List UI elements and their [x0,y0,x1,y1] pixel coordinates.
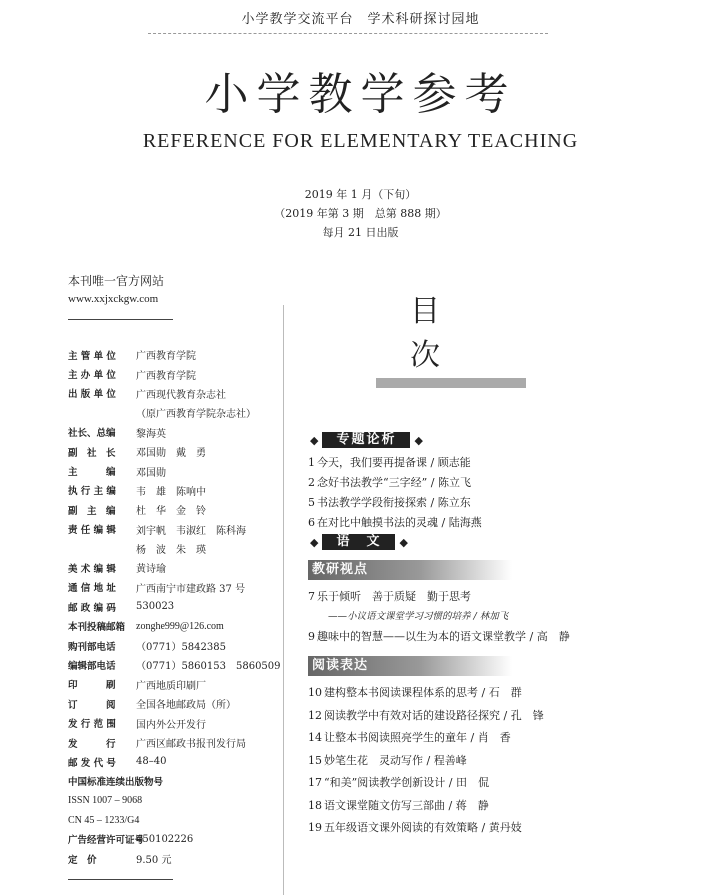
diamond-icon: ◆ [414,433,423,447]
masthead-key: 编辑部电话 [68,660,116,672]
masthead-key: 社长、总编 [68,428,116,440]
masthead-value: 530023 [136,601,175,613]
masthead-row [68,655,281,674]
masthead-key: 副 主 编 [68,505,116,517]
masthead-row [68,442,278,461]
toc-page-number: 19 [308,821,322,834]
masthead-key: 出 版 单 位 [68,389,116,401]
toc-entry[interactable] [308,774,489,790]
masthead-row [68,616,278,635]
masthead-row [68,752,278,771]
masthead-key: 执 行 主 编 [68,486,116,498]
journal-title: 小学教学参考 [204,69,517,120]
masthead-key: 通 信 地 址 [68,583,116,595]
masthead-key: 订 阅 [68,699,116,711]
masthead-row [68,597,278,616]
masthead-row [68,791,278,810]
toc-page-number: 9 [308,630,315,643]
toc-entry-text: 书法教学学段衔接探索 / 陈立东 [317,496,471,509]
toc-entry[interactable] [308,474,471,490]
toc-entry-text: ——小议语文课堂学习习惯的培养 / 林加飞 [328,611,509,622]
masthead-value: 450102226 [136,833,194,845]
toc-page-number: 17 [308,776,322,789]
toc-entry[interactable] [308,729,511,745]
masthead-value: 黄诗瑜 [136,564,166,576]
toc-entry-text: 让整本书阅读照亮学生的童年 / 肖 香 [324,731,511,744]
toc-entry-text: 阅读教学中有效对话的建设路径探究 / 孔 锋 [324,708,544,722]
masthead-key: 中国标准连续出版物号 [68,777,164,789]
section-label: 专题论析 [322,432,410,448]
toc-entry-text: 妙笔生花 灵动写作 / 程善峰 [324,753,467,767]
masthead-row [68,733,278,752]
masthead-key: 主 管 单 位 [68,350,116,362]
section-heading: 教研视点 [308,560,512,580]
masthead-value: 9.50 元 [136,855,172,867]
toc-entry-text: 五年级语文课外阅读的有效策略 / 黄丹妓 [324,821,522,834]
toc-entry-text: 乐于倾听 善于质疑 勤于思考 [317,590,471,603]
toc-title-bar [376,378,526,388]
toc-page-number: 5 [308,496,315,509]
toc-entry[interactable] [308,797,489,813]
masthead-row [68,384,278,403]
masthead-key: 责 任 编 辑 [68,525,116,537]
toc-subtitle[interactable] [328,608,508,622]
masthead-key: 美 术 编 辑 [68,563,116,575]
masthead-key: 本刊投稿邮箱 [68,622,126,634]
toc-page-number: 12 [308,708,322,722]
toc-entry[interactable] [308,454,471,470]
toc-entry[interactable] [308,819,522,835]
masthead-key: 发 行 范 围 [68,719,116,731]
toc-entry[interactable] [308,628,570,644]
masthead-row [68,713,278,732]
toc-page-number: 14 [308,731,322,744]
masthead-key: 定 价 [68,854,97,866]
toc-entry-text: 建构整本书阅读课程体系的思考 / 石 群 [324,686,522,699]
masthead-key: 邮 政 编 码 [68,602,116,614]
masthead-value: 广西现代教育杂志社 [136,389,226,401]
toc-page-number: 18 [308,798,322,812]
toc-entry-text: 念好书法教学“三字经” / 陈立飞 [317,476,471,489]
masthead-key: 邮 发 代 号 [68,757,116,769]
masthead-value: 杜 华 金 铃 [136,506,206,518]
masthead-row [68,345,278,364]
masthead-row [68,403,278,422]
masthead-row [68,423,278,442]
masthead-value: 广西区邮政书报刊发行局 [136,739,246,750]
section-heading: 阅读表达 [308,656,512,676]
masthead-row [68,481,278,500]
toc-entry[interactable] [308,588,471,604]
masthead-row [68,364,278,383]
masthead-key: 广告经营许可证号 [68,835,145,847]
diamond-icon: ◆ [310,433,319,447]
toc-entry-text: 在对比中触摸书法的灵魂 / 陆海燕 [317,516,482,529]
masthead-key: 购刊部电话 [68,641,116,653]
masthead-row [68,578,278,597]
toc-page-number: 2 [308,476,315,489]
masthead-value: zonghe999@126.com [136,620,224,632]
masthead-row [68,675,278,694]
masthead-value: 邓国勋 戴 勇 [136,448,206,460]
masthead-value: 48–40 [136,756,167,768]
masthead-row [68,461,278,480]
column-divider [283,305,284,895]
masthead-value: 邓国勋 [136,467,166,479]
section-heading [310,534,408,550]
masthead-key: 主 办 单 位 [68,370,116,382]
toc-heading [376,286,526,388]
masthead-value: 广西教育学院 [136,351,196,363]
website-label: 本刊唯一官方网站 [68,274,165,288]
diamond-icon: ◆ [399,535,408,549]
issue-number: （2019 年第 3 期 总第 888 期） [274,207,447,220]
masthead-value: 全国各地邮政局（所） [136,700,236,712]
masthead-key: 主 编 [68,467,116,479]
section-label: 语 文 [322,534,395,550]
masthead-value: （0771）5842385 [136,642,226,654]
toc-entry-text: 趣味中的智慧——以生为本的语文课堂教学 / 高 静 [317,630,570,643]
masthead-row [68,558,278,577]
tagline: 小学教学交流平台 学术科研探讨园地 [241,12,480,27]
masthead-value: 刘宇帆 韦淑红 陈科海 [136,525,246,537]
toc-entry-text: 今天，我们要再提备课 / 顾志能 [317,456,471,469]
toc-entry[interactable] [308,684,522,700]
masthead-key: 印 刷 [68,680,116,692]
toc-entry-text: “和美”阅读教学创新设计 / 田 侃 [324,776,489,789]
toc-page-number: 7 [308,590,315,603]
masthead-row [68,636,278,655]
masthead-key: 发 行 [68,738,116,750]
toc-entry-text: 语文课堂随文仿写三部曲 / 蒋 静 [324,798,489,812]
masthead-value: （原广西教育学院杂志社） [136,409,256,421]
masthead-row [68,810,278,829]
toc-entry[interactable] [308,707,544,723]
toc-page-number: 15 [308,753,322,767]
masthead-row [68,772,278,791]
journal-title-en: REFERENCE FOR ELEMENTARY TEACHING [142,130,579,152]
masthead-row [68,520,278,539]
masthead-value: （0771）5860153 5860509 [136,661,281,673]
diamond-icon: ◆ [310,535,319,549]
toc-entry[interactable] [308,752,467,768]
masthead-value: 广西南宁市建政路 37 号 [136,583,246,595]
website-divider [68,319,173,320]
toc-entry[interactable] [308,514,482,530]
masthead-row [68,830,278,849]
masthead-row [68,849,278,868]
official-website [68,272,164,308]
masthead-row [68,500,278,519]
publish-day: 每月 21 日出版 [322,226,399,239]
masthead-row [68,694,278,713]
masthead-value: 黎海英 [136,428,166,440]
masthead-value: 杨 波 朱 瑛 [136,545,206,557]
toc-page-number: 1 [308,456,315,469]
issue-info [0,185,721,242]
section-heading [310,432,423,448]
issue-date: 2019 年 1 月（下旬） [304,188,417,201]
masthead-value: 韦 雄 陈响中 [136,486,206,498]
masthead-key: 副 社 长 [68,447,116,459]
masthead-value: ISSN 1007 – 9068 [68,795,143,807]
toc-page-number: 6 [308,516,315,529]
masthead-value: 广西教育学院 [136,370,196,382]
website-url[interactable]: www.xxjxckgw.com [68,293,159,305]
tagline-divider [148,33,548,34]
masthead [68,345,281,869]
toc-entry[interactable] [308,494,471,510]
toc-page-number: 10 [308,686,322,699]
masthead-value: 国内外公开发行 [136,719,206,731]
masthead-value: CN 45 – 1233/G4 [68,814,140,826]
masthead-row [68,539,278,558]
toc-title: 目 次 [410,294,466,373]
masthead-value: 广西地质印刷厂 [136,680,206,692]
bottom-divider [68,879,173,880]
